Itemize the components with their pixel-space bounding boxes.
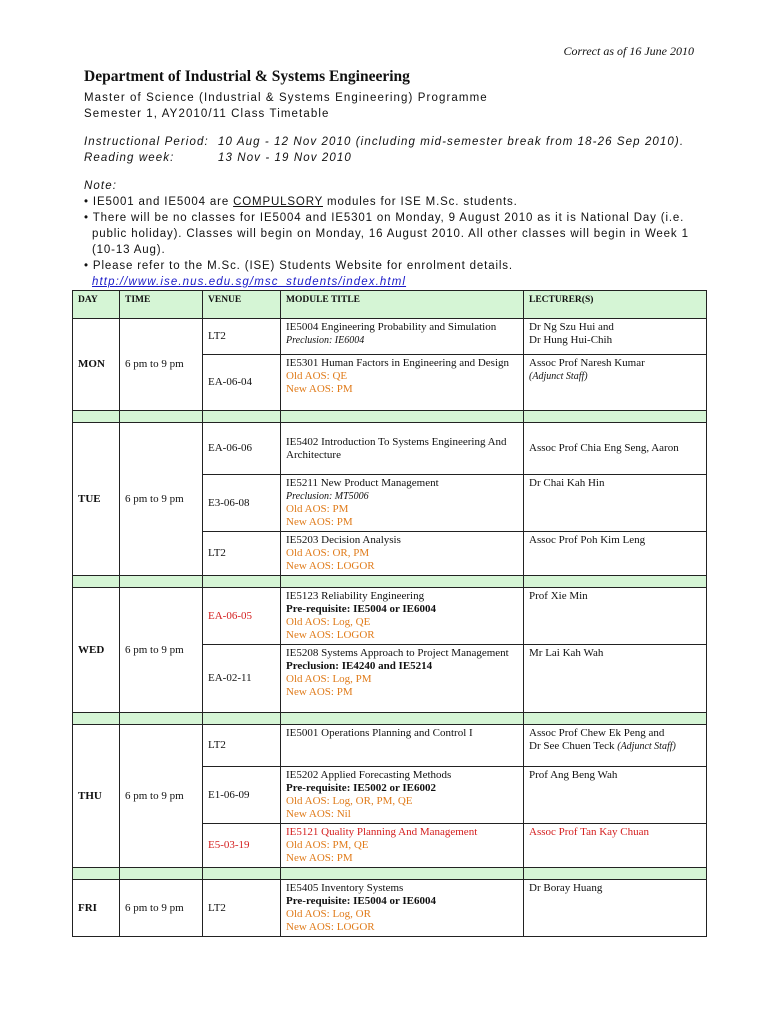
time-cell: 6 pm to 9 pm: [120, 588, 203, 713]
old-aos: Old AOS: Log, OR, PM, QE: [286, 795, 413, 807]
lecturer-name: Dr Boray Huang: [529, 882, 603, 894]
lecturer-name: Dr Chai Kah Hin: [529, 477, 605, 489]
correct-as-of-date: Correct as of 16 June 2010: [563, 44, 694, 58]
preclusion-note: Preclusion: IE4240 and IE5214: [286, 660, 433, 672]
module-title: IE5121 Quality Planning And Management: [286, 826, 478, 838]
note-bullet-website: • Please refer to the M.Sc. (ISE) Students Website for enrolment details.: [84, 260, 513, 272]
module-title: IE5123 Reliability Engineering: [286, 590, 425, 602]
module-title: IE5402 Introduction To Systems Engineering And Architecture: [286, 435, 507, 461]
module-title: IE5301 Human Factors in Engineering and Design: [286, 357, 510, 369]
new-aos: New AOS: LOGOR: [286, 629, 375, 641]
reading-week-value: 13 Nov - 19 Nov 2010: [218, 152, 352, 164]
venue-cell: EA-06-05: [203, 588, 281, 645]
new-aos: New AOS: Nil: [286, 808, 351, 820]
period-block: [84, 134, 704, 166]
note-bullet-compulsory-pre: • IE5001 and IE5004 are: [84, 196, 234, 208]
lecturer-cell: [524, 423, 707, 475]
venue-cell: E5-03-19: [203, 824, 281, 868]
day-cell-tue: TUE: [73, 423, 120, 576]
document-header: [84, 68, 704, 290]
lecturer-cell: [524, 319, 707, 355]
table-row: [73, 725, 707, 767]
module-cell: [281, 355, 524, 411]
prerequisite-note: Pre-requisite: IE5002 or IE6002: [286, 782, 437, 794]
module-title: IE5202 Applied Forecasting Methods: [286, 769, 452, 781]
lecturer-name: Assoc Prof Chew Ek Peng and: [529, 727, 665, 739]
venue-cell: LT2: [203, 319, 281, 355]
module-cell: [281, 532, 524, 576]
lecturer-name: Mr Lai Kah Wah: [529, 647, 604, 659]
preclusion-note: Preclusion: MT5006: [286, 491, 369, 502]
venue-cell: E3-06-08: [203, 475, 281, 532]
venue-cell: LT2: [203, 725, 281, 767]
lecturer-name: Prof Xie Min: [529, 590, 588, 602]
old-aos: Old AOS: QE: [286, 370, 348, 382]
old-aos: Old AOS: OR, PM: [286, 547, 370, 559]
students-website-link[interactable]: http://www.ise.nus.edu.sg/msc_students/index.html: [92, 276, 407, 288]
lecturer-cell: [524, 725, 707, 767]
header-time: TIME: [120, 291, 203, 319]
module-cell: [281, 824, 524, 868]
venue-cell: EA-02-11: [203, 645, 281, 713]
lecturer-cell: [524, 532, 707, 576]
note-bullet-national-day: • There will be no classes for IE5004 and IE5301 on Monday, 9 August 2010 as it is National Day (i.e. public holiday). Classes will begin on Monday, 16 August 2010. All other classes will begin in Week 1 (10-13 Aug).: [84, 212, 689, 256]
lecturer-note: (Adjunct Staff): [617, 741, 676, 752]
class-timetable: [72, 290, 707, 937]
lecturer-name: Dr Ng Szu Hui and: [529, 321, 614, 333]
lecturer-cell: [524, 588, 707, 645]
old-aos: Old AOS: PM, QE: [286, 839, 369, 851]
header-module-title: MODULE TITLE: [281, 291, 524, 319]
day-cell-wed: WED: [73, 588, 120, 713]
module-cell: [281, 645, 524, 713]
lecturer-cell: [524, 355, 707, 411]
separator-row: [73, 411, 707, 423]
lecturer-cell: [524, 475, 707, 532]
lecturer-name: Assoc Prof Poh Kim Leng: [529, 534, 646, 546]
table-row: [73, 423, 707, 475]
lecturer-cell: [524, 824, 707, 868]
module-title: IE5208 Systems Approach to Project Management: [286, 647, 509, 659]
venue-cell: LT2: [203, 532, 281, 576]
table-header-row: [73, 291, 707, 319]
old-aos: Old AOS: Log, OR: [286, 908, 371, 920]
lecturer-note: (Adjunct Staff): [529, 371, 588, 382]
venue-cell: LT2: [203, 880, 281, 937]
lecturer-name-line: [529, 740, 701, 753]
venue-cell: EA-06-04: [203, 355, 281, 411]
module-cell: [281, 880, 524, 937]
instructional-period-value: 10 Aug - 12 Nov 2010 (including mid-semester break from 18-26 Sep 2010).: [218, 136, 685, 148]
preclusion-note: Preclusion: IE6004: [286, 335, 365, 346]
lecturer-name: Assoc Prof Chia Eng Seng, Aaron: [529, 442, 679, 454]
module-cell: [281, 319, 524, 355]
time-cell: 6 pm to 9 pm: [120, 880, 203, 937]
time-cell: 6 pm to 9 pm: [120, 423, 203, 576]
header-day: DAY: [73, 291, 120, 319]
module-title: IE5211 New Product Management: [286, 477, 439, 489]
venue-cell: EA-06-06: [203, 423, 281, 475]
day-cell-mon: MON: [73, 319, 120, 411]
header-lecturers: LECTURER(S): [524, 291, 707, 319]
day-cell-fri: FRI: [73, 880, 120, 937]
separator-row: [73, 868, 707, 880]
new-aos: New AOS: LOGOR: [286, 921, 375, 933]
old-aos: Old AOS: PM: [286, 503, 349, 515]
new-aos: New AOS: PM: [286, 852, 353, 864]
department-title: Department of Industrial & Systems Engineering: [84, 68, 410, 85]
separator-row: [73, 576, 707, 588]
note-bullet-compulsory-post: modules for ISE M.Sc. students.: [323, 196, 518, 208]
lecturer-name: Prof Ang Beng Wah: [529, 769, 618, 781]
venue-cell: E1-06-09: [203, 767, 281, 824]
lecturer-name: Assoc Prof Tan Kay Chuan: [529, 826, 650, 838]
separator-row: [73, 713, 707, 725]
lecturer-cell: [524, 767, 707, 824]
header-venue: VENUE: [203, 291, 281, 319]
module-cell: [281, 423, 524, 475]
new-aos: New AOS: LOGOR: [286, 560, 375, 572]
prerequisite-note: Pre-requisite: IE5004 or IE6004: [286, 603, 437, 615]
instructional-period-label: Instructional Period:: [84, 136, 209, 148]
module-cell: [281, 725, 524, 767]
table-row: [73, 319, 707, 355]
lecturer-cell: [524, 645, 707, 713]
prerequisite-note: Pre-requisite: IE5004 or IE6004: [286, 895, 437, 907]
note-title: Note:: [84, 180, 117, 192]
time-cell: 6 pm to 9 pm: [120, 319, 203, 411]
module-title: IE5004 Engineering Probability and Simulation: [286, 321, 497, 333]
module-cell: [281, 475, 524, 532]
note-bullet-compulsory: [84, 194, 704, 210]
module-cell: [281, 588, 524, 645]
lecturer-cell: [524, 880, 707, 937]
table-row: [73, 588, 707, 645]
lecturer-name: Dr Hung Hui-Chih: [529, 334, 613, 346]
module-cell: [281, 767, 524, 824]
module-title: IE5405 Inventory Systems: [286, 882, 404, 894]
old-aos: Old AOS: Log, PM: [286, 673, 372, 685]
time-cell: 6 pm to 9 pm: [120, 725, 203, 868]
new-aos: New AOS: PM: [286, 383, 353, 395]
compulsory-word: COMPULSORY: [233, 196, 323, 208]
old-aos: Old AOS: Log, QE: [286, 616, 371, 628]
semester-title: Semester 1, AY2010/11 Class Timetable: [84, 108, 330, 120]
reading-week-label: Reading week:: [84, 152, 175, 164]
new-aos: New AOS: PM: [286, 686, 353, 698]
lecturer-name: Dr See Chuen Teck: [529, 740, 615, 752]
lecturer-name: Assoc Prof Naresh Kumar: [529, 357, 645, 369]
module-title: IE5203 Decision Analysis: [286, 534, 401, 546]
day-cell-thu: THU: [73, 725, 120, 868]
new-aos: New AOS: PM: [286, 516, 353, 528]
table-row: [73, 880, 707, 937]
module-title: IE5001 Operations Planning and Control I: [286, 727, 473, 739]
programme-title: Master of Science (Industrial & Systems Engineering) Programme: [84, 92, 488, 104]
